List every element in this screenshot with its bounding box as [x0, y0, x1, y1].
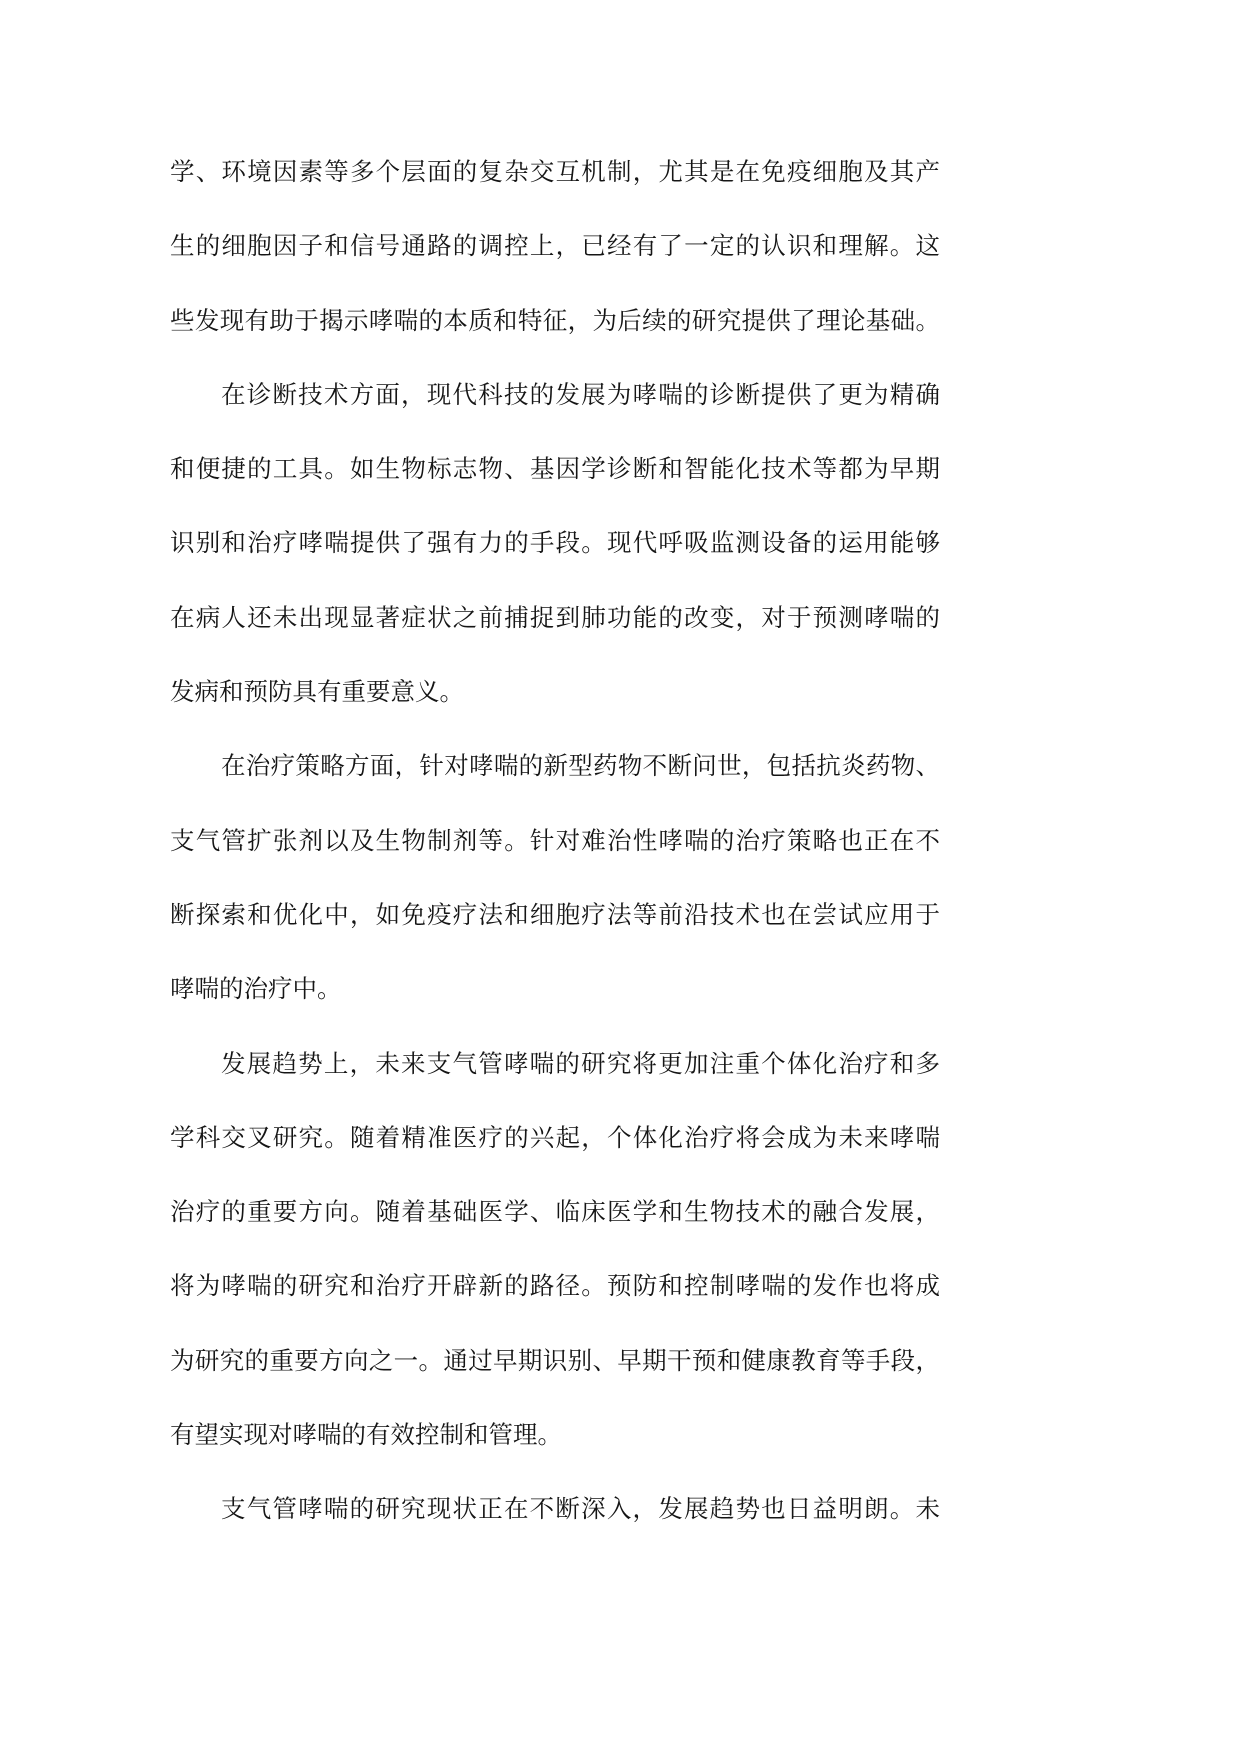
text-line: 支气管扩张剂以及生物制剂等。针对难治性哮喘的治疗策略也正在不	[170, 825, 940, 855]
text-line: 学、环境因素等多个层面的复杂交互机制，尤其是在免疫细胞及其产	[170, 157, 940, 186]
text-line: 学科交叉研究。随着精准医疗的兴起，个体化治疗将会成为未来哮喘	[170, 1122, 940, 1152]
text-line: 有望实现对哮喘的有效控制和管理。	[170, 1420, 562, 1450]
paragraph-diagnosis	[170, 358, 940, 729]
text-line: 发展趋势上，未来支气管哮喘的研究将更加注重个体化治疗和多	[221, 1048, 940, 1078]
text-line: 治疗的重要方向。随着基础医学、临床医学和生物技术的融合发展，	[170, 1197, 940, 1227]
text-line: 将为哮喘的研究和治疗开辟新的路径。预防和控制哮喘的发作也将成	[170, 1271, 940, 1301]
paragraph-summary	[170, 1472, 940, 1546]
paragraph-continuation	[170, 135, 940, 358]
text-line: 在病人还未出现显著症状之前捕捉到肺功能的改变，对于预测哮喘的	[170, 602, 940, 632]
text-line: 支气管哮喘的研究现状正在不断深入，发展趋势也日益明朗。未	[221, 1494, 940, 1524]
text-line: 哮喘的治疗中。	[170, 974, 342, 1004]
text-line: 识别和治疗哮喘提供了强有力的手段。现代呼吸监测设备的运用能够	[170, 528, 940, 558]
paragraph-treatment	[170, 729, 940, 1026]
paragraph-trends	[170, 1027, 940, 1473]
text-line: 些发现有助于揭示哮喘的本质和特征，为后续的研究提供了理论基础。	[170, 305, 940, 335]
text-line: 在诊断技术方面，现代科技的发展为哮喘的诊断提供了更为精确	[221, 379, 940, 409]
text-line: 发病和预防具有重要意义。	[170, 677, 464, 707]
text-line: 断探索和优化中，如免疫疗法和细胞疗法等前沿技术也在尝试应用于	[170, 899, 940, 929]
text-line: 在治疗策略方面，针对哮喘的新型药物不断问世，包括抗炎药物、	[221, 751, 940, 781]
text-line: 为研究的重要方向之一。通过早期识别、早期干预和健康教育等手段，	[170, 1345, 940, 1375]
text-line: 和便捷的工具。如生物标志物、基因学诊断和智能化技术等都为早期	[170, 454, 940, 484]
text-line: 生的细胞因子和信号通路的调控上，已经有了一定的认识和理解。这	[170, 231, 940, 261]
body-text	[170, 135, 940, 1547]
